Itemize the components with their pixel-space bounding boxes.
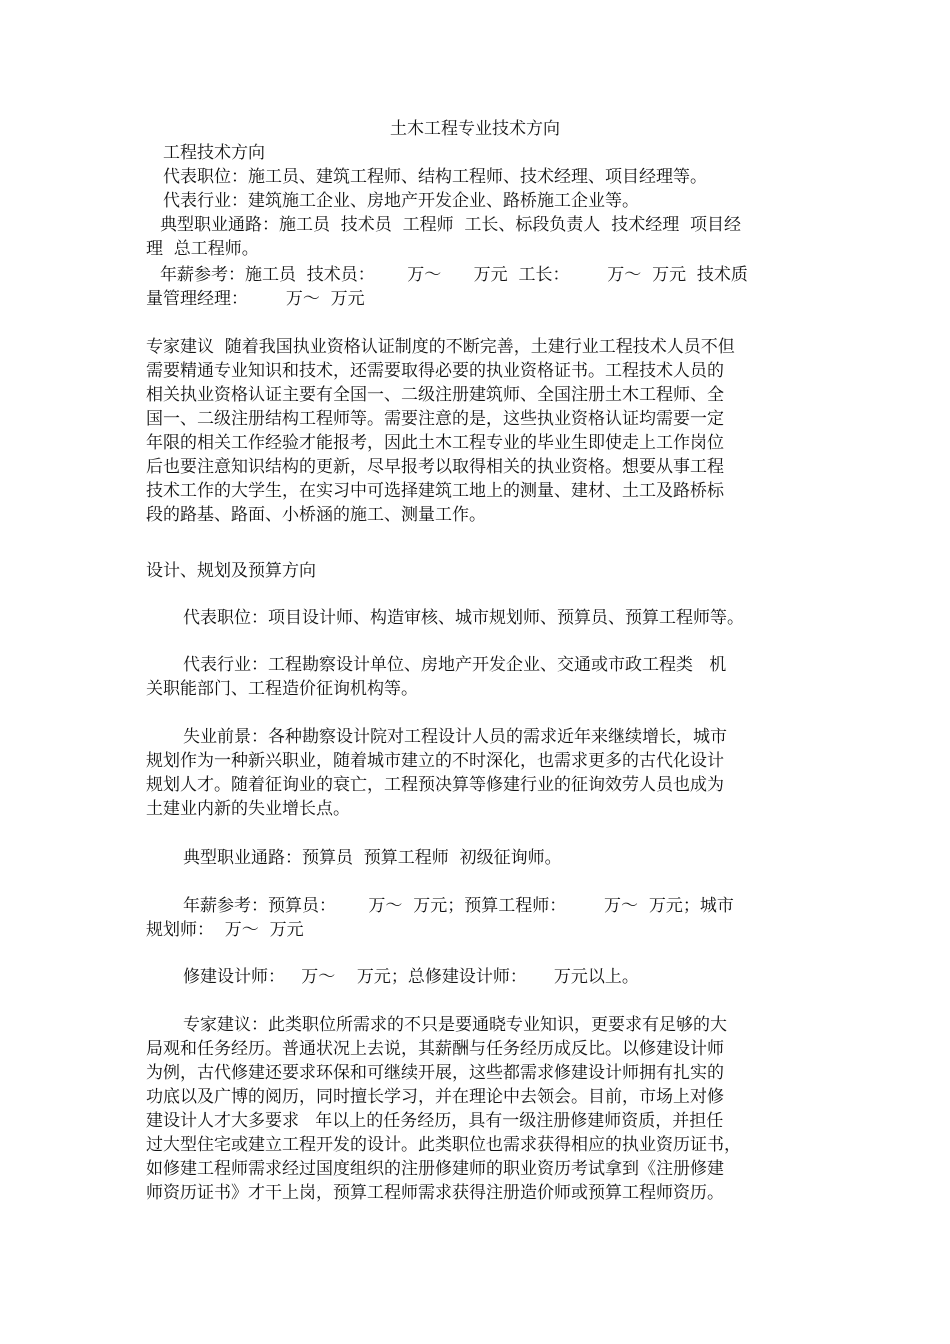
expert-advice-line: 为例，古代修建还要求环保和可继续开展，这些都需求修建设计师拥有扎实的 [146,1063,724,1083]
employment-prospect-line: 失业前景：各种勘察设计院对工程设计人员的需求近年来继续增长，城市 [183,727,727,747]
expert-advice-line: 段的路基、路面、小桥涵的施工、测量工作。 [146,505,486,525]
expert-advice-line: 相关执业资格认证主要有全国一、二级注册建筑师、全国注册土木工程师、全 [146,385,724,405]
expert-advice-line: 建设计人才大多要求 年以上的任务经历，具有一级注册修建师资质，并担任 [146,1111,724,1131]
representative-positions: 代表职位：项目设计师、构造审核、城市规划师、预算员、预算工程师等。 [183,608,744,628]
representative-industries: 代表行业：建筑施工企业、房地产开发企业、路桥施工企业等。 [163,191,639,211]
architect-salary-line: 修建设计师： 万～ 万元；总修建设计师： 万元以上。 [183,967,639,987]
representative-industries: 代表行业：工程勘察设计单位、房地产开发企业、交通或市政工程类 机 [183,655,727,675]
expert-advice-line: 功底以及广博的阅历，同时擅长学习，并在理论中去领会。目前，市场上对修 [146,1087,724,1107]
career-path-line: 理 总工程师。 [146,239,259,259]
employment-prospect-line: 规划人才。随着征询业的衰亡，工程预决算等修建行业的征询效劳人员也成为 [146,775,724,795]
career-path-line: 典型职业通路：预算员 预算工程师 初级征询师。 [183,848,562,868]
expert-advice-line: 如修建工程师需求经过国度组织的注册修建师的职业资历考试拿到《注册修建 [146,1159,724,1179]
expert-advice-line: 年限的相关工作经验才能报考，因此土木工程专业的毕业生即使走上工作岗位 [146,433,724,453]
expert-advice-line: 后也要注意知识结构的更新，尽早报考以取得相关的执业资格。想要从事工程 [146,457,724,477]
salary-reference-line: 年薪参考：预算员： 万～ 万元；预算工程师： 万～ 万元；城市 [183,896,734,916]
expert-advice-line: 过大型住宅或建立工程开发的设计。此类职位也需求获得相应的执业资历证书， [146,1135,741,1155]
page-title: 土木工程专业技术方向 [390,119,560,139]
expert-advice-line: 专家建议 随着我国执业资格认证制度的不断完善，土建行业工程技术人员不但 [146,337,735,357]
expert-advice-line: 需要精通专业知识和技术，还需要取得必要的执业资格证书。工程技术人员的 [146,361,724,381]
expert-advice-line: 技术工作的大学生，在实习中可选择建筑工地上的测量、建材、土工及路桥标 [146,481,724,501]
representative-positions: 代表职位：施工员、建筑工程师、结构工程师、技术经理、项目经理等。 [163,167,707,187]
employment-prospect-line: 规划作为一种新兴职业，随着城市建立的不时深化，也需求更多的古代化设计 [146,751,724,771]
section-heading: 设计、规划及预算方向 [146,561,316,581]
expert-advice-line: 国一、二级注册结构工程师等。需要注意的是，这些执业资格认证均需要一定 [146,409,724,429]
salary-reference-line: 规划师： 万～ 万元 [146,920,304,940]
representative-industries: 关职能部门、工程造价征询机构等。 [146,679,418,699]
expert-advice-line: 局观和任务经历。普通状况上去说，其薪酬与任务经历成反比。以修建设计师 [146,1039,724,1059]
expert-advice-line: 专家建议：此类职位所需求的不只是要通晓专业知识，更要求有足够的大 [183,1015,727,1035]
salary-reference-line: 量管理经理： 万～ 万元 [146,289,365,309]
section-heading: 工程技术方向 [163,143,265,163]
career-path-line: 典型职业通路：施工员 技术员 工程师 工长、标段负责人 技术经理 项目经 [160,215,742,235]
employment-prospect-line: 土建业内新的失业增长点。 [146,799,350,819]
expert-advice-line: 师资历证书》才干上岗，预算工程师需求获得注册造价师或预算工程师资历。 [146,1183,724,1203]
salary-reference-line: 年薪参考：施工员 技术员： 万～ 万元 工长： 万～ 万元 技术质 [160,265,748,285]
